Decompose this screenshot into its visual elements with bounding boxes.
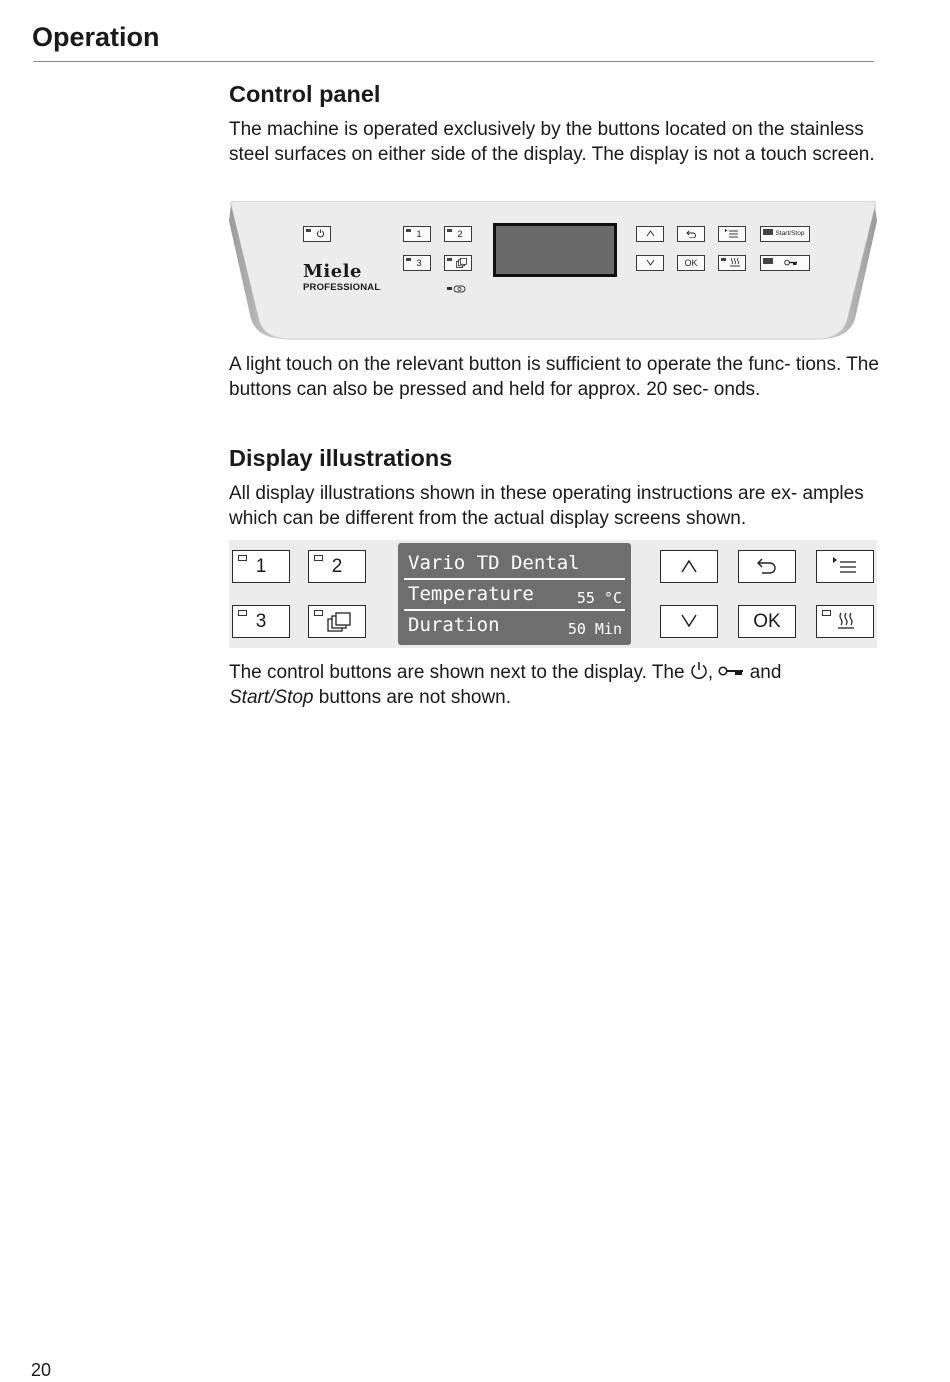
menu-button[interactable] — [718, 226, 746, 242]
multi-program-button[interactable] — [444, 255, 472, 271]
di-button-3[interactable]: 3 — [232, 605, 290, 638]
control-panel-figure — [229, 201, 877, 341]
header-rule — [33, 61, 874, 62]
connectivity-icon — [447, 285, 467, 293]
miele-professional-label: PROFESSIONAL — [303, 282, 381, 293]
heading-display-illustrations: Display illustrations — [229, 445, 453, 471]
key-button[interactable] — [760, 255, 810, 271]
up-arrow-icon — [646, 230, 655, 237]
di-down-button[interactable] — [660, 605, 718, 638]
control-panel-display — [493, 223, 617, 277]
down-arrow-icon — [680, 614, 698, 628]
di-drying-button[interactable] — [816, 605, 874, 638]
down-button[interactable] — [636, 255, 664, 271]
multi-program-icon — [327, 612, 353, 632]
heading-control-panel: Control panel — [229, 81, 381, 107]
drying-icon — [837, 612, 855, 630]
key-icon — [718, 665, 744, 677]
display-illustrations-note: The control buttons are shown next to the display. The , and Start/Stop buttons are not shown. — [229, 662, 782, 708]
multi-program-icon — [456, 258, 467, 268]
di-screen-line-3: Duration 50 Min — [408, 614, 622, 638]
di-multi-program-button[interactable] — [308, 605, 366, 638]
di-screen-line-2: Temperature 55 °C — [408, 583, 622, 607]
display-illustration-figure — [229, 540, 877, 648]
miele-logo: Miele — [303, 261, 363, 282]
section-title: Operation — [32, 22, 160, 52]
start-stop-label: Start/Stop — [229, 686, 314, 708]
di-screen-line-1: Vario TD Dental — [408, 552, 580, 574]
back-arrow-icon — [756, 558, 778, 574]
up-button[interactable] — [636, 226, 664, 242]
drying-icon — [730, 258, 740, 267]
di-up-button[interactable] — [660, 550, 718, 583]
di-button-1[interactable]: 1 — [232, 550, 290, 583]
start-stop-button[interactable]: Start/Stop — [760, 226, 810, 242]
power-icon — [316, 229, 325, 238]
program-3-button[interactable]: 3 — [403, 255, 431, 271]
down-arrow-icon — [646, 259, 655, 266]
menu-icon — [725, 229, 739, 238]
di-back-button[interactable] — [738, 550, 796, 583]
control-panel-after: A light touch on the relevant button is sufficient to operate the func- tions. The buttons can also be pressed and held for approx. 20 sec- onds. — [229, 354, 879, 400]
di-button-2[interactable]: 2 — [308, 550, 366, 583]
up-arrow-icon — [680, 559, 698, 573]
di-menu-button[interactable] — [816, 550, 874, 583]
key-icon — [784, 259, 798, 266]
drying-button[interactable] — [718, 255, 746, 271]
page-number: 20 — [31, 1360, 52, 1380]
program-2-button[interactable]: 2 — [444, 226, 472, 242]
control-panel-intro: The machine is operated exclusively by the buttons located on the stainless steel surfaces on either side of the display. The display is not a touch screen. — [229, 119, 875, 165]
power-button[interactable] — [303, 226, 331, 242]
back-button[interactable] — [677, 226, 705, 242]
program-1-button[interactable]: 1 — [403, 226, 431, 242]
power-icon — [690, 661, 708, 680]
ok-button[interactable]: OK — [677, 255, 705, 271]
connectivity-indicator — [447, 285, 467, 295]
display-illustrations-intro: All display illustrations shown in these operating instructions are ex- amples which can be different from the actual display screens shown. — [229, 483, 864, 529]
di-screen — [398, 543, 631, 645]
di-ok-button[interactable]: OK — [738, 605, 796, 638]
menu-icon — [832, 557, 858, 575]
back-arrow-icon — [686, 230, 697, 238]
